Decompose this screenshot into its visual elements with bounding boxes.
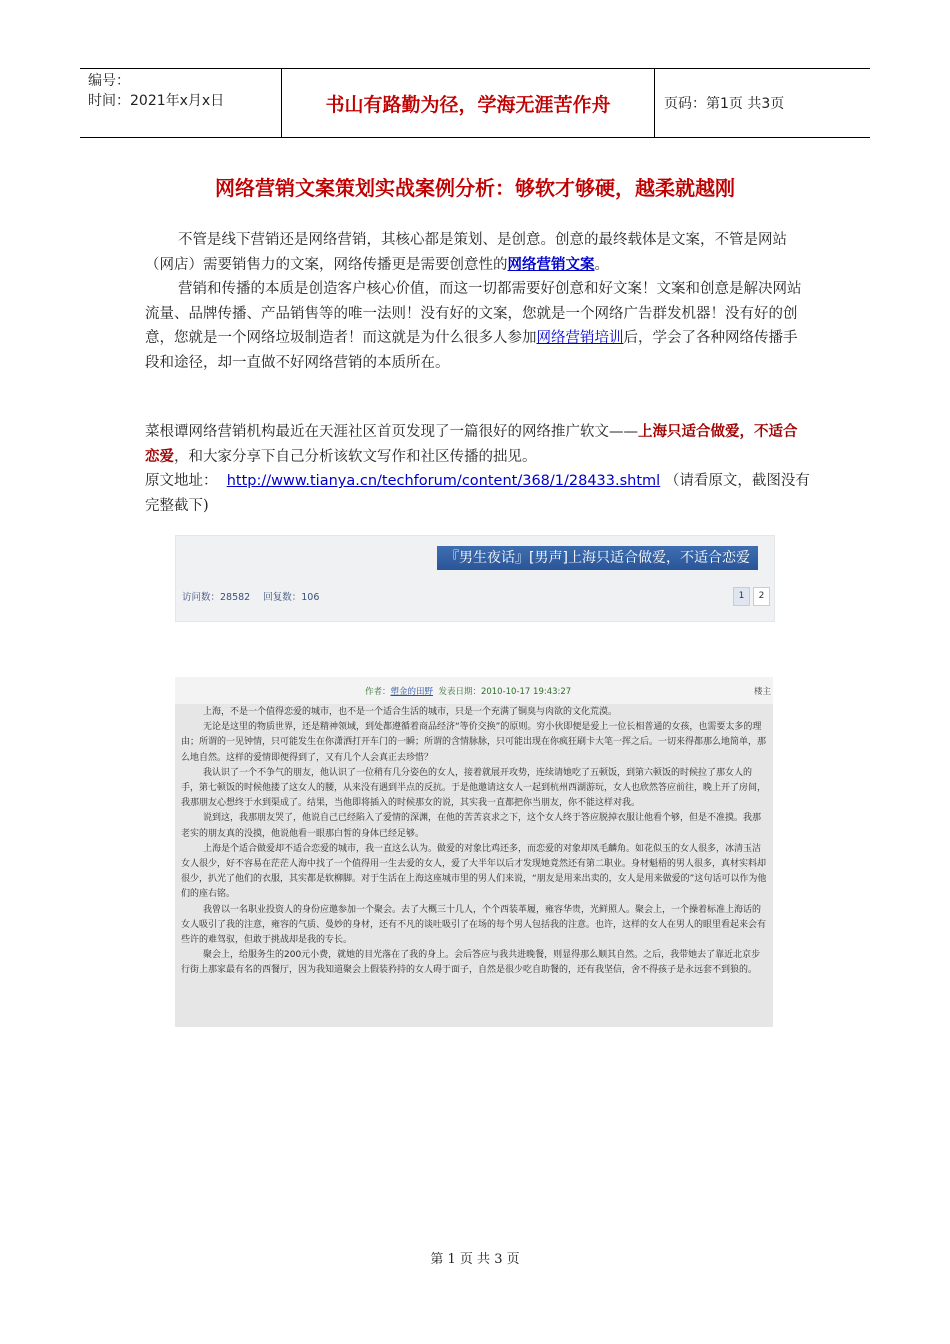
intro-paragraph: [145, 228, 810, 277]
essence-end: 后，学会了各种网络传播手段和途径，却一直做不好网络营销的本质所在。: [145, 330, 798, 371]
post-paragraph: 聚会上，给服务生的200元小费，就她的目光落在了我的身上。会后答应与我共进晚餐，则显得那么顺其自然。之后，我带她去了靠近北京步行街上那家最有名的西餐厅，因为我知道聚会上假装矜持的女人碍于面子，自然是很少吃自助餐的，还有我坚信，舍不得孩子是永远套不到狼的。: [181, 950, 761, 976]
source-url-link[interactable]: http://www.tianya.cn/techforum/content/368/1/28433.shtml: [226, 473, 661, 489]
case-text: 菜根谭网络营销机构最近在天涯社区首页发现了一篇很好的网络推广软文——: [145, 424, 638, 440]
forum-header-screenshot: [175, 535, 775, 622]
post-paragraph: 无论是这里的物质世界，还是精神领域，到处都遵循着商品经济“等价交换”的原则。穷小伙即便是爱上一位长相普通的女孩，也需要太多的理由；所谓的一见钟情，只可能发生在你潇洒打开车门的一瞬；所谓的含情脉脉，只可能出现在你疯狂刷卡大笔一挥之后。一切来得都那么地简单，那么地自然。这样的爱情即便得到了，又有几个人会真正去珍惜？: [181, 722, 767, 763]
header-left-cell: [80, 69, 282, 137]
post-paragraph: 我认识了一个不争气的朋友，他认识了一位稍有几分姿色的女人，接着就展开攻势，连续请她吃了五顿饭，到第六顿饭的时候拉了那女人的手，第七顿饭的时候他搂了这女人的腰，从来没有遇到半点的反抗。于是他邀请这女人一起到杭州西湖游玩，女人也欣然答应前往，晚上开了房间，我那朋友心想终于水到渠成了。结果，当他即将插入的时候那女的说，其实我一直都把你当朋友，你不能这样对我。: [181, 767, 767, 809]
header-page-label: 页码：第1页 共3页: [664, 96, 785, 112]
page-2-button: 2: [753, 587, 770, 606]
floor-label: 楼主: [753, 687, 771, 697]
header-motto: 书山有路勤为径，学海无涯苦作舟: [282, 69, 655, 137]
page-footer: 第 1 页 共 3 页: [430, 1252, 520, 1267]
source-label: 原文地址：: [145, 473, 218, 489]
post-meta: [365, 685, 571, 697]
author-label: 作者：: [365, 687, 391, 697]
post-date: 发表日期：2010-10-17 19:43:27: [438, 687, 572, 697]
case-paragraph: [145, 420, 810, 518]
article-title-highlight: 上海只适合做爱，不适合恋爱: [145, 423, 798, 465]
intro-end: 。: [594, 256, 609, 273]
forum-pager: [733, 587, 770, 606]
author-name: 塑金的田野: [390, 687, 434, 697]
forum-post-stats: [182, 589, 329, 603]
marketing-training-link[interactable]: 网络营销培训: [536, 330, 624, 346]
source-note: （请看原文，截图没有完整截下): [145, 473, 810, 514]
intro-text: 不管是线下营销还是网络营销，其核心都是策划、是创意。创意的最终载体是文案，不管是网站（网店）需要销售力的文案，网络传播更是需要创意性的: [145, 232, 787, 273]
forum-post-title: 『男生夜话』[男声]上海只适合做爱，不适合恋爱: [437, 546, 758, 570]
post-paragraph: 上海，不是一个值得恋爱的城市，也不是一个适合生活的城市，只是一个充满了铜臭与肉欲的文化荒漠。: [203, 707, 618, 717]
post-paragraph: 说到这，我那朋友哭了，他说自己已经陷入了爱情的深渊，在他的苦苦哀求之下，这个女人终于答应脱掉衣服让他看个够，但是不准摸。我那老实的朋友真的没摸，他说他看一眼那白皙的身体已经足够。: [181, 813, 762, 839]
page-1-button: 1: [733, 587, 750, 606]
time-label: 时间：2021年x月x日: [88, 93, 225, 109]
post-body: [175, 704, 773, 979]
header-table: [80, 68, 870, 138]
forum-post-screenshot: [175, 677, 773, 1027]
post-paragraph: 我曾以一名职业投资人的身份应邀参加一个聚会。去了大概三十几人，个个西装革履，雍容华贵，光鲜照人。聚会上，一个操着标准上海话的女人吸引了我的注意，雍容的气质、曼妙的身材，还有不凡的谈吐吸引了在场的每个男人包括我的注意。也许，这样的女人在男人的眼里看起来会有些许的难驾驭，但敢于挑战却是我的专长。: [181, 904, 767, 946]
reply-count: 回复数：106: [263, 592, 320, 603]
visit-count: 访问数：28582: [182, 592, 251, 603]
post-paragraph: 上海是个适合做爱却不适合恋爱的城市，我一直这么认为。做爱的对象比鸡还多，而恋爱的对象却凤毛麟角。如花似玉的女人很多，冰清玉洁女人很少，好不容易在茫茫人海中找了一个值得用一生去爱的女人，爱了大半年以后才发现她竟然还有第二职业。身材魁梧的男人很多，真材实料却很少，扒光了他们的衣服，其实都是软柳脚。对于生活在上海这座城市里的男人们来说，“朋友是用来出卖的，女人是用来做爱的”这句话可以作为他们的座右铭。: [181, 843, 767, 900]
essence-paragraph: [145, 277, 810, 375]
case-end: ，和大家分享下自己分析该软文写作和社区传播的拙见。: [174, 448, 537, 465]
number-label: 编号：: [88, 73, 130, 89]
marketing-copy-link[interactable]: 网络营销文案: [507, 255, 595, 273]
document-title: 网络营销文案策划实战案例分析：够软才够硬，越柔就越刚: [215, 176, 735, 200]
post-meta-bar: [175, 677, 773, 704]
essence-text: 营销和传播的本质是创造客户核心价值，而这一切都需要好创意和好文案！文案和创意是解决网站流量、品牌传播、产品销售等的唯一法则！没有好的文案，您就是一个网络广告群发机器！没有好的创意，您就是一个网络垃圾制造者！而这就是为什么很多人参加: [145, 281, 802, 346]
